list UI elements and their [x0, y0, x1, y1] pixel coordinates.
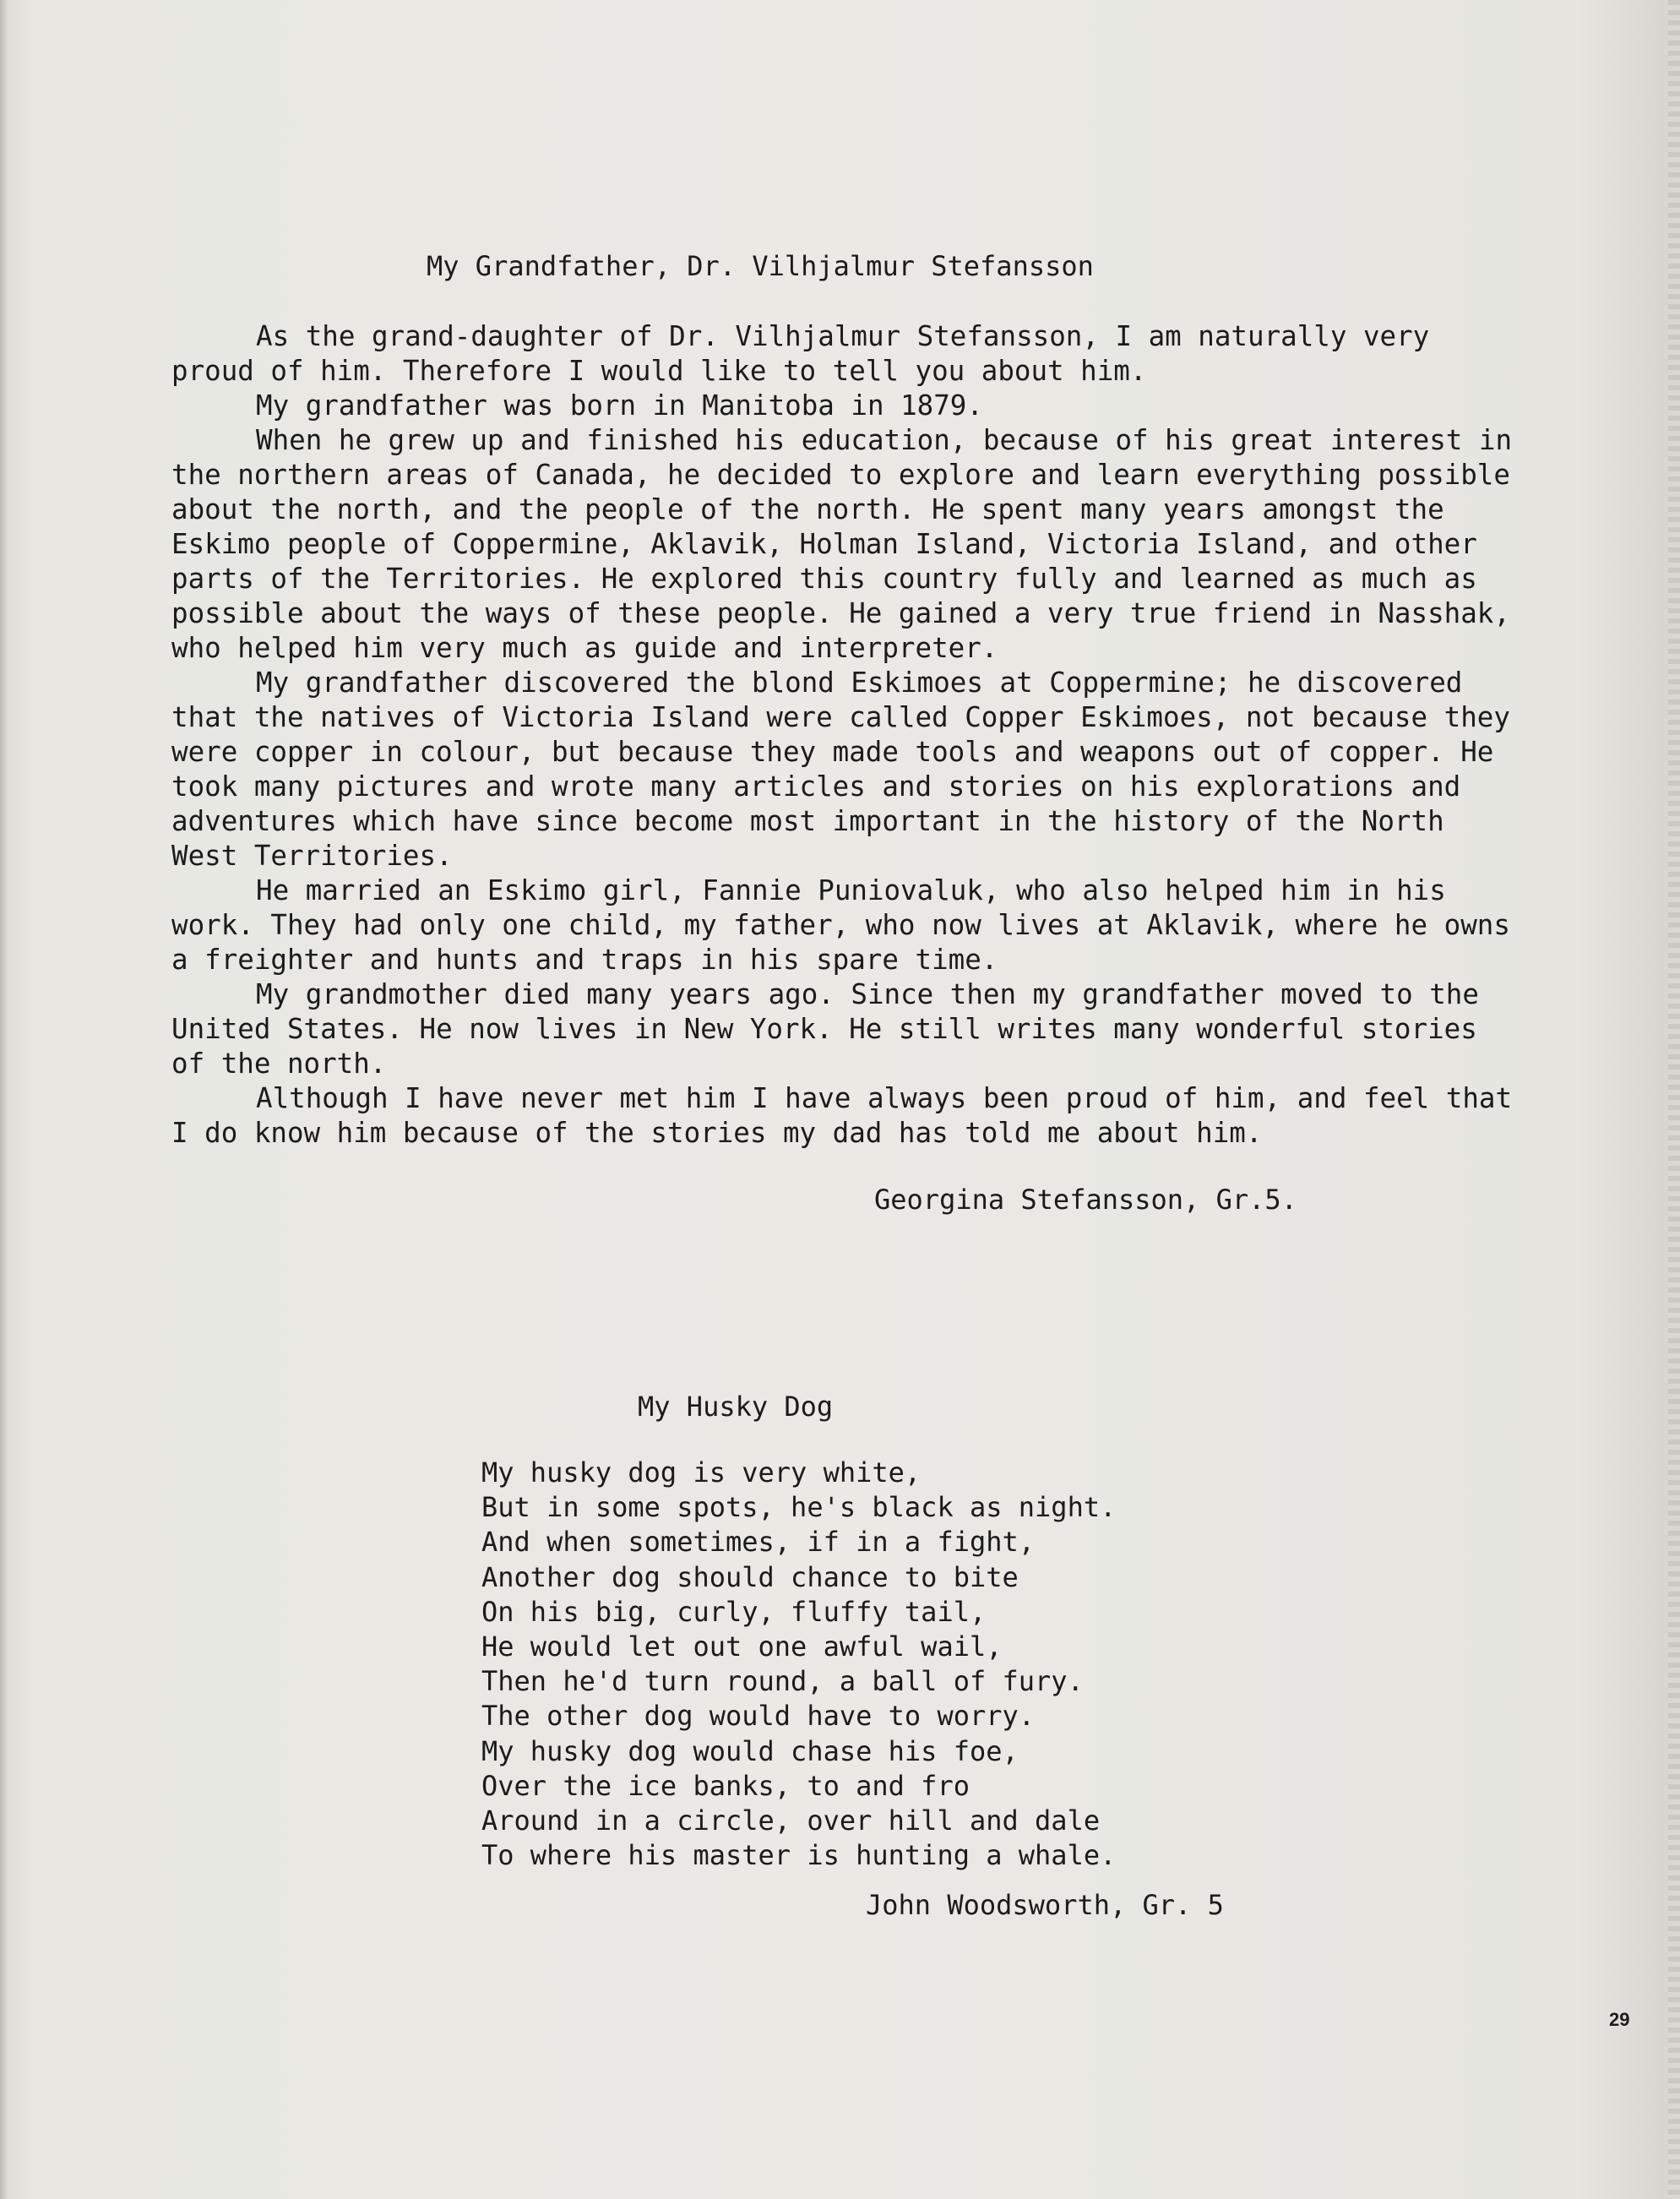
poem-line: My husky dog would chase his foe,: [481, 1734, 1019, 1767]
essay-title: My Grandfather, Dr. Vilhjalmur Stefansson: [427, 250, 1094, 282]
essay-paragraph: My grandfather discovered the blond Eskimoes at Coppermine; he discovered that the natives of Victoria Island were called Copper Eskimoes, not because they were copper in colour, but because they made tools and weapons out of copper. He took many pictures and wrote many articles and stories on his explorations and adventures which have since become most important in the history of the North West Territories.: [171, 667, 1510, 872]
poem-line: Then he'd turn round, a ball of fury.: [481, 1665, 1084, 1698]
poem-line: The other dog would have to worry.: [481, 1700, 1036, 1733]
poem-body: [481, 1456, 1116, 1873]
essay-paragraph: As the grand-daughter of Dr. Vilhjalmur Stefansson, I am naturally very proud of him. Therefore I would like to tell you about him.: [171, 320, 1430, 387]
poem-line: Over the ice banks, to and fro: [481, 1769, 970, 1802]
essay-paragraph: He married an Eskimo girl, Fannie Puniovaluk, who also helped him in his work. They had only one child, my father, who now lives at Aklavik, where he owns a freighter and hunts and traps in his spare time.: [171, 874, 1510, 976]
page-left-edge: [0, 0, 8, 2199]
poem-line: He would let out one awful wail,: [481, 1630, 1003, 1663]
essay-body: [171, 319, 1514, 1151]
poem-line: Another dog should chance to bite: [481, 1560, 1019, 1593]
page-right-edge: [1668, 0, 1680, 2199]
poem-line: And when sometimes, if in a fight,: [481, 1526, 1036, 1559]
poem-line: My husky dog is very white,: [481, 1456, 922, 1489]
poem-line: Around in a circle, over hill and dale: [481, 1804, 1101, 1837]
poem-line: But in some spots, he's black as night.: [481, 1491, 1117, 1524]
page-number: 29: [1609, 2009, 1630, 2030]
essay-author: Georgina Stefansson, Gr.5.: [874, 1184, 1297, 1216]
essay-paragraph: When he grew up and finished his education, because of his great interest in the northern areas of Canada, he decided to explore and learn everything possible about the north, and the people of the north. He spent many years amongst the Eskimo people of Coppermine, Aklavik, Holman Island, Victoria Island, and other parts of the Territories. He explored this country fully and learned as much as possible about the ways of these people. He gained a very true friend in Nasshak, who helped him very much as guide and interpreter.: [171, 424, 1513, 664]
poem-line: To where his master is hunting a whale.: [481, 1839, 1117, 1872]
poem-line: On his big, curly, fluffy tail,: [481, 1595, 987, 1628]
essay-paragraph: Although I have never met him I have always been proud of him, and feel that I do know him because of the stories my dad has told me about him.: [171, 1082, 1513, 1149]
essay-paragraph: My grandfather was born in Manitoba in 1879.: [256, 389, 983, 422]
essay-paragraph: My grandmother died many years ago. Since then my grandfather moved to the United States. He now lives in New York. He still writes many wonderful stories of the north.: [171, 978, 1479, 1080]
poem-author: John Woodsworth, Gr. 5: [866, 1889, 1224, 1921]
poem-title: My Husky Dog: [638, 1391, 834, 1423]
